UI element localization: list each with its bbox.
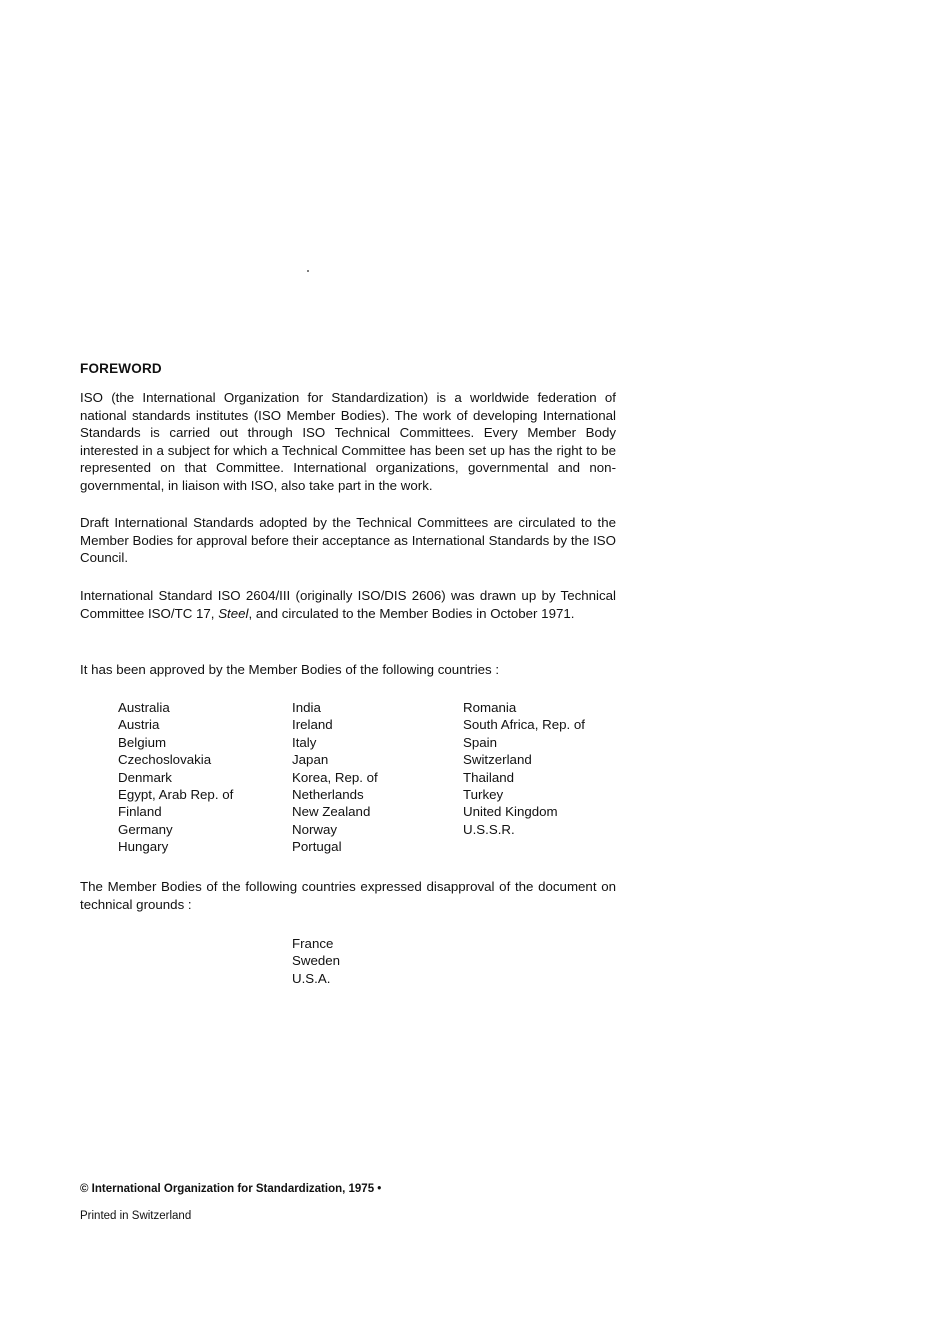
disapproving-country-item: U.S.A. <box>292 970 331 986</box>
approved-country-item: Romania <box>463 700 517 715</box>
approved-country-item: Hungary <box>118 839 169 855</box>
approved-countries-column-2 <box>292 699 378 856</box>
approved-country-item: Czechoslovakia <box>118 752 212 768</box>
printed-in-note: Printed in Switzerland <box>80 1210 192 1222</box>
approved-country-item: U.S.S.R. <box>463 821 515 837</box>
approved-country-item: Netherlands <box>292 787 364 803</box>
approved-country-item: Denmark <box>118 769 172 785</box>
approved-country-item: United Kingdom <box>463 804 558 820</box>
copyright-notice: © International Organization for Standardization, 1975 • <box>80 1183 382 1195</box>
approved-country-item: South Africa, Rep. of <box>463 717 585 733</box>
approved-country-item: Finland <box>118 804 162 820</box>
approved-countries-column-3 <box>463 699 585 838</box>
approved-country-item: Japan <box>292 752 329 768</box>
approved-country-item: Egypt, Arab Rep. of <box>118 787 234 803</box>
approved-country-item: Norway <box>292 821 338 837</box>
origin-text-end: , and circulated to the Member Bodies in October 1971. <box>248 605 575 621</box>
approved-country-item: Australia <box>118 700 170 715</box>
approved-country-item: New Zealand <box>292 804 371 820</box>
paragraph-draft-standards: Draft International Standards adopted by the Technical Committees are circulated to the Member Bodies for approval before their acceptance as International Standards by the ISO Council. <box>80 515 616 566</box>
approved-country-item: India <box>292 700 321 715</box>
foreword-heading: FOREWORD <box>80 361 162 376</box>
approved-country-item: Korea, Rep. of <box>292 769 378 785</box>
approved-country-item: Spain <box>463 734 498 750</box>
disapproving-country-item: Sweden <box>292 953 341 969</box>
scan-speck <box>307 270 309 272</box>
paragraph-disapproval-intro: The Member Bodies of the following countries expressed disapproval of the document on technical grounds : <box>80 879 616 912</box>
approved-country-item: Switzerland <box>463 752 532 768</box>
approved-countries-column-1 <box>118 699 233 856</box>
paragraph-iso-intro: ISO (the International Organization for Standardization) is a worldwide federation of national standards institutes (ISO Member Bodies). The work of developing International Standards is carried out through ISO Technical Committees. Every Member Body interested in a subject for which a Technical Committee has been set up has the right to be represented on that Committee. International organizations, governmental and non-governmental, in liaison with ISO, also take part in the work. <box>80 390 616 493</box>
approved-country-item: Turkey <box>463 787 504 803</box>
committee-subject: Steel <box>218 605 249 621</box>
approved-country-item: Ireland <box>292 717 333 733</box>
disapproving-countries-list <box>292 935 340 987</box>
paragraph-approval-intro: It has been approved by the Member Bodies of the following countries : <box>80 662 500 677</box>
approved-country-item: Austria <box>118 717 160 733</box>
approved-country-item: Portugal <box>292 839 342 855</box>
approved-country-item: Italy <box>292 734 317 750</box>
disapproving-country-item: France <box>292 936 334 951</box>
paragraph-standard-origin <box>80 587 616 622</box>
origin-text-start: International Standard ISO 2604/III (originally ISO/DIS 2606) was drawn up by Technical Committee ISO/TC 17, <box>80 588 616 621</box>
approved-country-item: Thailand <box>463 769 515 785</box>
approved-country-item: Germany <box>118 821 173 837</box>
approved-country-item: Belgium <box>118 734 167 750</box>
